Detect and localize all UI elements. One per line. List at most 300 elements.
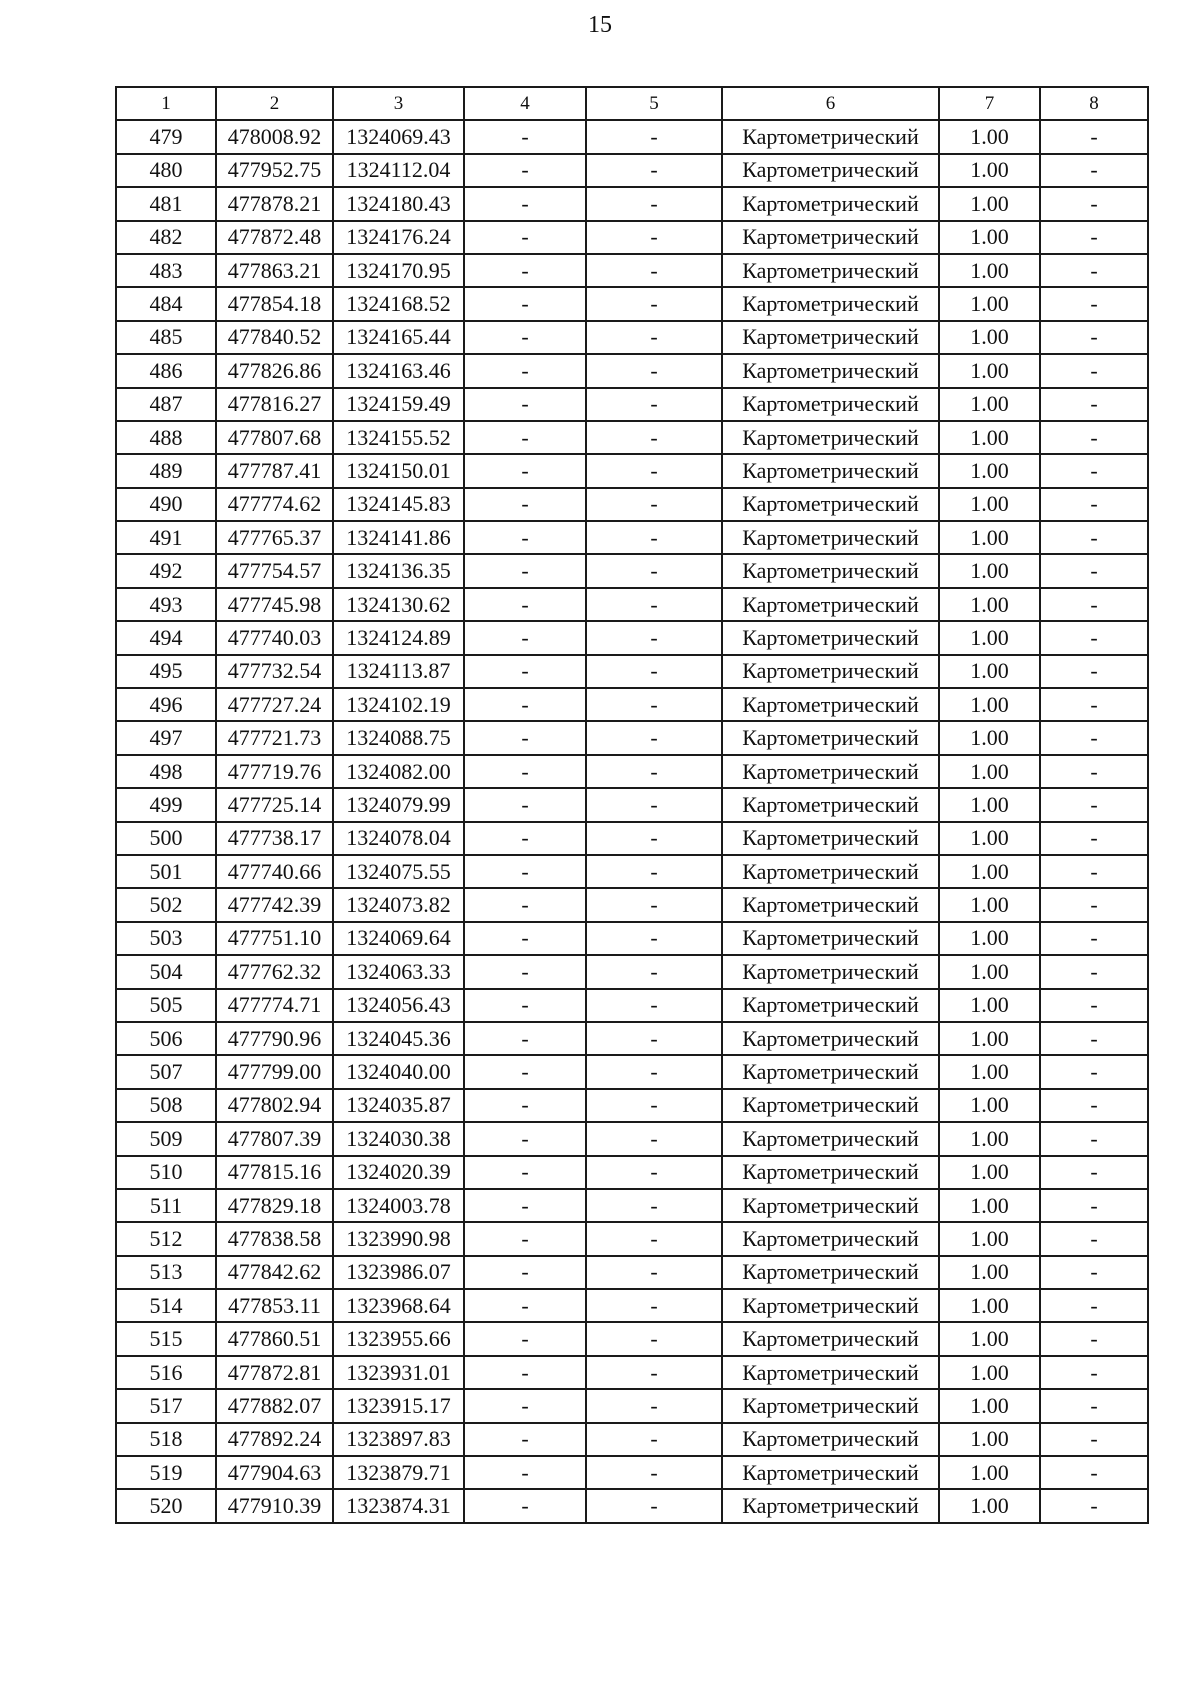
method-cell: Картометрический [722,321,939,354]
x-coordinate-cell: 477860.51 [216,1322,333,1355]
column-8-cell: - [1040,388,1148,421]
table-body [116,120,1148,1522]
method-cell: Картометрический [722,1389,939,1422]
accuracy-cell: 1.00 [939,1456,1040,1489]
table-row [116,588,1148,621]
column-8-cell: - [1040,721,1148,754]
y-coordinate-cell: 1324136.35 [333,554,464,587]
accuracy-cell: 1.00 [939,1289,1040,1322]
accuracy-cell: 1.00 [939,1489,1040,1522]
y-coordinate-cell: 1323955.66 [333,1322,464,1355]
accuracy-cell: 1.00 [939,388,1040,421]
x-coordinate-cell: 477842.62 [216,1256,333,1289]
y-coordinate-cell: 1324056.43 [333,989,464,1022]
y-coordinate-cell: 1324102.19 [333,688,464,721]
x-coordinate-cell: 477745.98 [216,588,333,621]
column-4-cell: - [464,989,586,1022]
method-cell: Картометрический [722,187,939,220]
column-4-cell: - [464,388,586,421]
column-header: 8 [1040,87,1148,120]
column-8-cell: - [1040,822,1148,855]
accuracy-cell: 1.00 [939,822,1040,855]
column-8-cell: - [1040,655,1148,688]
x-coordinate-cell: 477863.21 [216,254,333,287]
accuracy-cell: 1.00 [939,521,1040,554]
table-row [116,454,1148,487]
column-4-cell: - [464,1322,586,1355]
table-row [116,621,1148,654]
column-5-cell: - [586,488,722,521]
method-cell: Картометрический [722,989,939,1022]
y-coordinate-cell: 1323915.17 [333,1389,464,1422]
column-8-cell: - [1040,1156,1148,1189]
column-5-cell: - [586,321,722,354]
method-cell: Картометрический [722,254,939,287]
y-coordinate-cell: 1324069.64 [333,922,464,955]
x-coordinate-cell: 477816.27 [216,388,333,421]
y-coordinate-cell: 1324112.04 [333,154,464,187]
accuracy-cell: 1.00 [939,1322,1040,1355]
x-coordinate-cell: 477853.11 [216,1289,333,1322]
column-5-cell: - [586,254,722,287]
header-row [116,87,1148,120]
method-cell: Картометрический [722,1022,939,1055]
point-number-cell: 491 [116,521,216,554]
y-coordinate-cell: 1324141.86 [333,521,464,554]
table-row [116,1322,1148,1355]
table-row [116,521,1148,554]
point-number-cell: 497 [116,721,216,754]
column-5-cell: - [586,1089,722,1122]
point-number-cell: 504 [116,955,216,988]
column-4-cell: - [464,1189,586,1222]
column-4-cell: - [464,187,586,220]
table-row [116,421,1148,454]
column-4-cell: - [464,1156,586,1189]
column-8-cell: - [1040,421,1148,454]
x-coordinate-cell: 477719.76 [216,755,333,788]
table-row [116,287,1148,320]
column-8-cell: - [1040,454,1148,487]
table-row [116,721,1148,754]
table-row [116,855,1148,888]
y-coordinate-cell: 1324078.04 [333,822,464,855]
table-row [116,888,1148,921]
column-5-cell: - [586,554,722,587]
column-5-cell: - [586,521,722,554]
accuracy-cell: 1.00 [939,1423,1040,1456]
column-5-cell: - [586,989,722,1022]
column-5-cell: - [586,221,722,254]
point-number-cell: 512 [116,1222,216,1255]
column-5-cell: - [586,1423,722,1456]
x-coordinate-cell: 477740.66 [216,855,333,888]
column-5-cell: - [586,1389,722,1422]
method-cell: Картометрический [722,822,939,855]
column-4-cell: - [464,621,586,654]
y-coordinate-cell: 1324073.82 [333,888,464,921]
y-coordinate-cell: 1324040.00 [333,1055,464,1088]
method-cell: Картометрический [722,755,939,788]
accuracy-cell: 1.00 [939,1089,1040,1122]
table-row [116,388,1148,421]
y-coordinate-cell: 1324165.44 [333,321,464,354]
table-row [116,221,1148,254]
column-5-cell: - [586,1189,722,1222]
x-coordinate-cell: 477904.63 [216,1456,333,1489]
column-header: 6 [722,87,939,120]
point-number-cell: 517 [116,1389,216,1422]
column-4-cell: - [464,521,586,554]
column-8-cell: - [1040,1256,1148,1289]
y-coordinate-cell: 1323986.07 [333,1256,464,1289]
table-row [116,187,1148,220]
accuracy-cell: 1.00 [939,120,1040,153]
accuracy-cell: 1.00 [939,454,1040,487]
method-cell: Картометрический [722,855,939,888]
method-cell: Картометрический [722,1189,939,1222]
table-row [116,354,1148,387]
method-cell: Картометрический [722,721,939,754]
x-coordinate-cell: 477725.14 [216,788,333,821]
column-8-cell: - [1040,1389,1148,1422]
point-number-cell: 511 [116,1189,216,1222]
table-row [116,488,1148,521]
column-4-cell: - [464,1489,586,1522]
point-number-cell: 496 [116,688,216,721]
accuracy-cell: 1.00 [939,788,1040,821]
column-5-cell: - [586,1222,722,1255]
column-8-cell: - [1040,1356,1148,1389]
column-header: 2 [216,87,333,120]
column-4-cell: - [464,354,586,387]
x-coordinate-cell: 477742.39 [216,888,333,921]
point-number-cell: 510 [116,1156,216,1189]
accuracy-cell: 1.00 [939,922,1040,955]
x-coordinate-cell: 477787.41 [216,454,333,487]
x-coordinate-cell: 478008.92 [216,120,333,153]
table-row [116,1022,1148,1055]
accuracy-cell: 1.00 [939,1222,1040,1255]
method-cell: Картометрический [722,688,939,721]
table-row [116,755,1148,788]
x-coordinate-cell: 477774.71 [216,989,333,1022]
method-cell: Картометрический [722,1156,939,1189]
column-4-cell: - [464,421,586,454]
y-coordinate-cell: 1323968.64 [333,1289,464,1322]
accuracy-cell: 1.00 [939,187,1040,220]
point-number-cell: 481 [116,187,216,220]
table-row [116,1289,1148,1322]
column-4-cell: - [464,688,586,721]
table-row [116,1423,1148,1456]
y-coordinate-cell: 1323874.31 [333,1489,464,1522]
column-4-cell: - [464,1456,586,1489]
table-row [116,1089,1148,1122]
method-cell: Картометрический [722,922,939,955]
accuracy-cell: 1.00 [939,1055,1040,1088]
column-5-cell: - [586,621,722,654]
method-cell: Картометрический [722,221,939,254]
accuracy-cell: 1.00 [939,955,1040,988]
column-4-cell: - [464,1389,586,1422]
table-row [116,1389,1148,1422]
y-coordinate-cell: 1323990.98 [333,1222,464,1255]
point-number-cell: 508 [116,1089,216,1122]
column-5-cell: - [586,755,722,788]
table-row [116,1256,1148,1289]
column-5-cell: - [586,855,722,888]
y-coordinate-cell: 1324124.89 [333,621,464,654]
x-coordinate-cell: 477732.54 [216,655,333,688]
column-8-cell: - [1040,1289,1148,1322]
column-5-cell: - [586,688,722,721]
column-4-cell: - [464,1423,586,1456]
table-row [116,1489,1148,1522]
column-4-cell: - [464,254,586,287]
x-coordinate-cell: 477854.18 [216,287,333,320]
accuracy-cell: 1.00 [939,721,1040,754]
table-row [116,254,1148,287]
point-number-cell: 482 [116,221,216,254]
x-coordinate-cell: 477826.86 [216,354,333,387]
column-5-cell: - [586,154,722,187]
column-5-cell: - [586,922,722,955]
column-4-cell: - [464,822,586,855]
x-coordinate-cell: 477952.75 [216,154,333,187]
method-cell: Картометрический [722,154,939,187]
method-cell: Картометрический [722,454,939,487]
column-8-cell: - [1040,888,1148,921]
x-coordinate-cell: 477815.16 [216,1156,333,1189]
method-cell: Картометрический [722,287,939,320]
column-8-cell: - [1040,354,1148,387]
coordinates-table [115,86,1149,1524]
column-5-cell: - [586,1022,722,1055]
column-4-cell: - [464,554,586,587]
point-number-cell: 490 [116,488,216,521]
table-row [116,321,1148,354]
method-cell: Картометрический [722,1256,939,1289]
accuracy-cell: 1.00 [939,254,1040,287]
accuracy-cell: 1.00 [939,1022,1040,1055]
accuracy-cell: 1.00 [939,1256,1040,1289]
point-number-cell: 484 [116,287,216,320]
accuracy-cell: 1.00 [939,1389,1040,1422]
point-number-cell: 493 [116,588,216,621]
method-cell: Картометрический [722,421,939,454]
point-number-cell: 480 [116,154,216,187]
accuracy-cell: 1.00 [939,287,1040,320]
point-number-cell: 485 [116,321,216,354]
x-coordinate-cell: 477762.32 [216,955,333,988]
column-4-cell: - [464,287,586,320]
method-cell: Картометрический [722,788,939,821]
column-8-cell: - [1040,1322,1148,1355]
column-5-cell: - [586,1356,722,1389]
table-row [116,1222,1148,1255]
y-coordinate-cell: 1324075.55 [333,855,464,888]
column-5-cell: - [586,354,722,387]
column-8-cell: - [1040,254,1148,287]
y-coordinate-cell: 1324176.24 [333,221,464,254]
table-row [116,955,1148,988]
y-coordinate-cell: 1324145.83 [333,488,464,521]
column-5-cell: - [586,1055,722,1088]
method-cell: Картометрический [722,588,939,621]
page-number: 15 [588,12,612,38]
y-coordinate-cell: 1324113.87 [333,655,464,688]
y-coordinate-cell: 1324180.43 [333,187,464,220]
accuracy-cell: 1.00 [939,1189,1040,1222]
y-coordinate-cell: 1324082.00 [333,755,464,788]
x-coordinate-cell: 477872.48 [216,221,333,254]
x-coordinate-cell: 477882.07 [216,1389,333,1422]
y-coordinate-cell: 1324030.38 [333,1122,464,1155]
point-number-cell: 501 [116,855,216,888]
x-coordinate-cell: 477740.03 [216,621,333,654]
point-number-cell: 487 [116,388,216,421]
x-coordinate-cell: 477727.24 [216,688,333,721]
table-row [116,154,1148,187]
point-number-cell: 516 [116,1356,216,1389]
table-row [116,1189,1148,1222]
column-4-cell: - [464,955,586,988]
column-8-cell: - [1040,120,1148,153]
point-number-cell: 519 [116,1456,216,1489]
column-5-cell: - [586,1456,722,1489]
table-row [116,655,1148,688]
column-5-cell: - [586,955,722,988]
column-8-cell: - [1040,1423,1148,1456]
column-8-cell: - [1040,1189,1148,1222]
column-8-cell: - [1040,1089,1148,1122]
accuracy-cell: 1.00 [939,154,1040,187]
method-cell: Картометрический [722,1122,939,1155]
table-row [116,1356,1148,1389]
column-8-cell: - [1040,955,1148,988]
table-row [116,822,1148,855]
table-row [116,1122,1148,1155]
column-4-cell: - [464,1356,586,1389]
column-8-cell: - [1040,855,1148,888]
method-cell: Картометрический [722,488,939,521]
column-5-cell: - [586,287,722,320]
accuracy-cell: 1.00 [939,354,1040,387]
column-8-cell: - [1040,321,1148,354]
point-number-cell: 486 [116,354,216,387]
point-number-cell: 498 [116,755,216,788]
column-5-cell: - [586,388,722,421]
table-row [116,1456,1148,1489]
accuracy-cell: 1.00 [939,1156,1040,1189]
y-coordinate-cell: 1324088.75 [333,721,464,754]
x-coordinate-cell: 477878.21 [216,187,333,220]
y-coordinate-cell: 1324163.46 [333,354,464,387]
method-cell: Картометрический [722,1489,939,1522]
point-number-cell: 500 [116,822,216,855]
column-5-cell: - [586,421,722,454]
column-5-cell: - [586,454,722,487]
column-8-cell: - [1040,221,1148,254]
method-cell: Картометрический [722,955,939,988]
x-coordinate-cell: 477774.62 [216,488,333,521]
point-number-cell: 499 [116,788,216,821]
column-8-cell: - [1040,1456,1148,1489]
column-8-cell: - [1040,287,1148,320]
x-coordinate-cell: 477765.37 [216,521,333,554]
method-cell: Картометрический [722,1356,939,1389]
point-number-cell: 503 [116,922,216,955]
column-5-cell: - [586,588,722,621]
method-cell: Картометрический [722,1289,939,1322]
table-row [116,554,1148,587]
accuracy-cell: 1.00 [939,888,1040,921]
method-cell: Картометрический [722,521,939,554]
x-coordinate-cell: 477910.39 [216,1489,333,1522]
column-8-cell: - [1040,154,1148,187]
x-coordinate-cell: 477829.18 [216,1189,333,1222]
y-coordinate-cell: 1324168.52 [333,287,464,320]
x-coordinate-cell: 477840.52 [216,321,333,354]
column-4-cell: - [464,888,586,921]
method-cell: Картометрический [722,388,939,421]
column-8-cell: - [1040,1022,1148,1055]
point-number-cell: 502 [116,888,216,921]
table-row [116,989,1148,1022]
y-coordinate-cell: 1324130.62 [333,588,464,621]
column-8-cell: - [1040,788,1148,821]
method-cell: Картометрический [722,554,939,587]
column-5-cell: - [586,120,722,153]
point-number-cell: 489 [116,454,216,487]
column-4-cell: - [464,120,586,153]
x-coordinate-cell: 477751.10 [216,922,333,955]
point-number-cell: 515 [116,1322,216,1355]
column-4-cell: - [464,922,586,955]
accuracy-cell: 1.00 [939,488,1040,521]
column-4-cell: - [464,1289,586,1322]
x-coordinate-cell: 477807.68 [216,421,333,454]
y-coordinate-cell: 1324035.87 [333,1089,464,1122]
point-number-cell: 509 [116,1122,216,1155]
column-8-cell: - [1040,554,1148,587]
y-coordinate-cell: 1324079.99 [333,788,464,821]
column-4-cell: - [464,855,586,888]
accuracy-cell: 1.00 [939,755,1040,788]
point-number-cell: 479 [116,120,216,153]
column-8-cell: - [1040,187,1148,220]
point-number-cell: 495 [116,655,216,688]
column-5-cell: - [586,1256,722,1289]
column-header: 7 [939,87,1040,120]
column-4-cell: - [464,788,586,821]
x-coordinate-cell: 477838.58 [216,1222,333,1255]
method-cell: Картометрический [722,1222,939,1255]
accuracy-cell: 1.00 [939,1356,1040,1389]
point-number-cell: 507 [116,1055,216,1088]
column-4-cell: - [464,1055,586,1088]
table-row [116,688,1148,721]
y-coordinate-cell: 1324045.36 [333,1022,464,1055]
method-cell: Картометрический [722,354,939,387]
table-row [116,120,1148,153]
y-coordinate-cell: 1323897.83 [333,1423,464,1456]
method-cell: Картометрический [722,888,939,921]
column-4-cell: - [464,221,586,254]
column-8-cell: - [1040,1489,1148,1522]
x-coordinate-cell: 477790.96 [216,1022,333,1055]
